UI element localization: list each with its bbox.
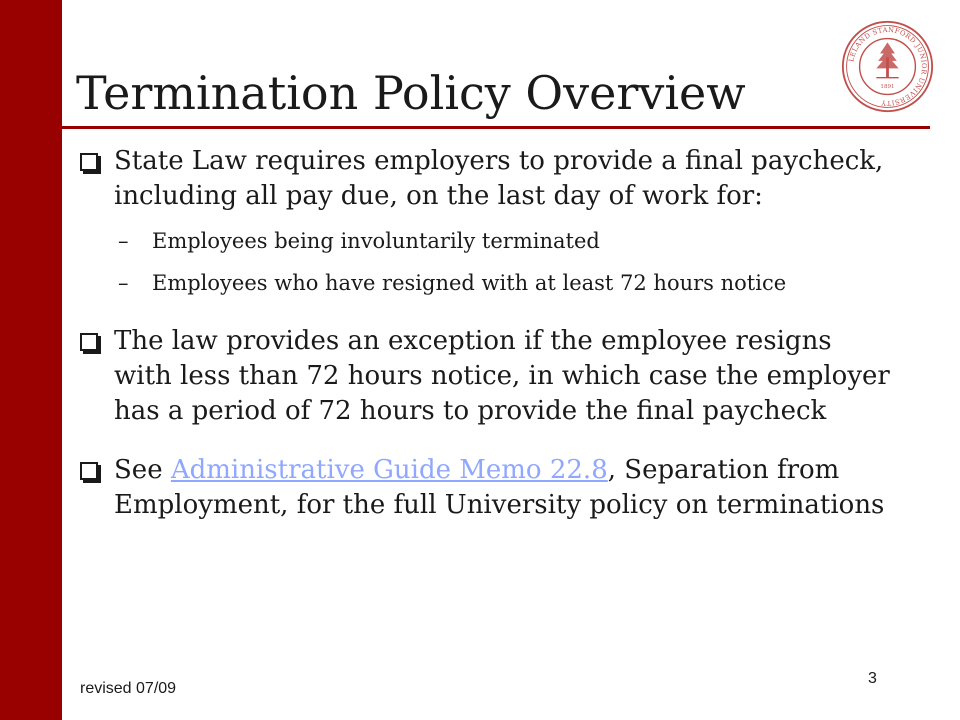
bullet-see-memo bbox=[76, 453, 896, 523]
university-seal-icon bbox=[841, 20, 934, 113]
bullet-suffix: , Separation from Employment, for the full University policy on terminations bbox=[114, 455, 885, 520]
page-number: 3 bbox=[868, 670, 877, 687]
svg-text:1891: 1891 bbox=[880, 83, 895, 90]
bullet-state-law bbox=[76, 144, 896, 214]
bullet-exception bbox=[76, 324, 896, 429]
admin-guide-memo-link[interactable]: Administrative Guide Memo 22.8 bbox=[170, 455, 608, 485]
bullet-text: State Law requires employers to provide a final paycheck, including all pay due, on the last day of work for: bbox=[114, 146, 884, 211]
revision-footer: revised 07/09 bbox=[80, 680, 177, 697]
sub-bullet-resigned bbox=[76, 268, 896, 298]
bullet-prefix: See bbox=[114, 455, 171, 485]
slide-title: Termination Policy Overview bbox=[76, 66, 746, 120]
title-divider bbox=[62, 126, 930, 129]
dash-icon: – bbox=[118, 229, 129, 253]
checkbox-bullet-icon bbox=[80, 153, 98, 171]
slide-body bbox=[76, 144, 896, 523]
svg-text:LELAND STANFORD JUNIOR UNIVERS: LELAND STANFORD JUNIOR UNIVERSITY bbox=[847, 25, 928, 107]
bullet-text: The law provides an exception if the employee resigns with less than 72 hours notice, in which case the employer has a period of 72 hours to provide the final paycheck bbox=[114, 326, 890, 426]
sub-bullet-text: Employees being involuntarily terminated bbox=[152, 229, 600, 253]
left-accent-bar bbox=[0, 0, 62, 720]
checkbox-bullet-icon bbox=[80, 462, 98, 480]
sub-bullet-text: Employees who have resigned with at least 72 hours notice bbox=[152, 271, 787, 295]
checkbox-bullet-icon bbox=[80, 333, 98, 351]
sub-bullet-involuntary bbox=[76, 226, 896, 256]
dash-icon: – bbox=[118, 271, 129, 295]
